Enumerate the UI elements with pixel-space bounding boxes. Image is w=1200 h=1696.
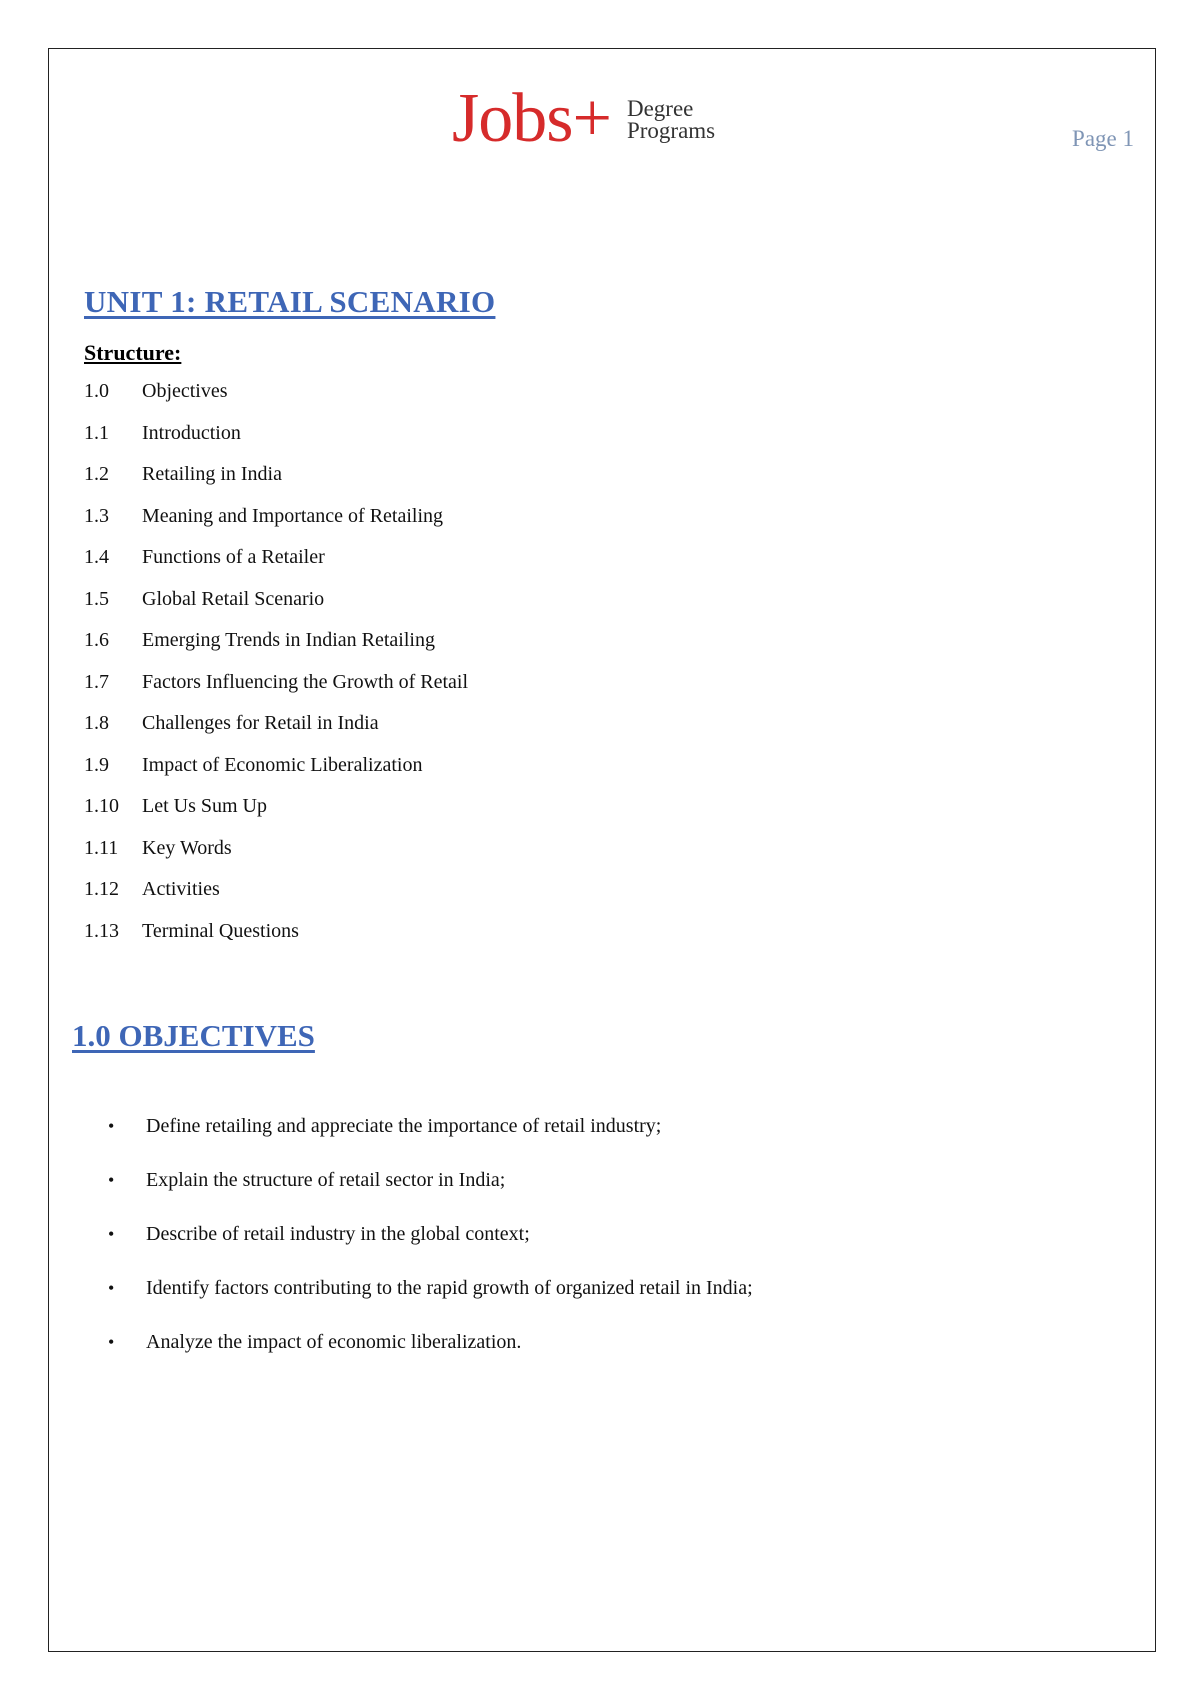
bullet-icon: • <box>108 1278 115 1298</box>
objective-text: Define retailing and appreciate the importance of retail industry; <box>146 1115 662 1137</box>
page-header <box>0 0 1200 180</box>
structure-item-1-10 <box>84 795 468 837</box>
structure-item-label: Retailing in India <box>142 463 282 485</box>
structure-item-label: Let Us Sum Up <box>142 795 267 817</box>
structure-item-label: Global Retail Scenario <box>142 587 325 610</box>
structure-item-number: 1.6 <box>84 629 109 651</box>
objective-item <box>108 1270 768 1306</box>
structure-list <box>84 380 468 961</box>
structure-item-number: 1.0 <box>84 380 109 402</box>
structure-item-number: 1.9 <box>84 753 109 776</box>
structure-item-number: 1.13 <box>84 919 119 942</box>
structure-item-1-4 <box>84 546 468 588</box>
objective-item <box>108 1108 768 1144</box>
bullet-icon: • <box>108 1170 115 1190</box>
logo-subtitle-line-2: Programs <box>626 118 716 143</box>
structure-item-1-9 <box>84 754 468 796</box>
structure-item-1-11 <box>84 837 468 879</box>
objective-text: Describe of retail industry in the global context; <box>146 1223 530 1245</box>
structure-item-1-7 <box>84 671 468 713</box>
structure-item-number: 1.2 <box>84 463 109 485</box>
structure-item-1-6 <box>84 629 468 671</box>
structure-item-1-5 <box>84 588 468 630</box>
structure-item-label: Objectives <box>142 380 228 402</box>
structure-item-1-12 <box>84 878 468 920</box>
structure-item-label: Key Words <box>142 836 232 859</box>
structure-item-label: Terminal Questions <box>142 919 299 942</box>
structure-item-label: Factors Influencing the Growth of Retail <box>142 670 469 693</box>
structure-item-number: 1.8 <box>84 712 109 734</box>
structure-item-number: 1.5 <box>84 587 109 610</box>
structure-item-number: 1.1 <box>84 421 109 444</box>
structure-item-label: Emerging Trends in Indian Retailing <box>142 629 435 651</box>
structure-item-label: Functions of a Retailer <box>142 546 325 568</box>
structure-item-1-1 <box>84 422 468 464</box>
bullet-icon: • <box>108 1116 115 1136</box>
structure-item-1-0 <box>84 380 468 422</box>
bullet-icon: • <box>108 1332 115 1352</box>
structure-item-1-2 <box>84 463 468 505</box>
logo-wordmark: Jobs+ <box>452 80 611 157</box>
structure-heading: Structure: <box>84 340 182 365</box>
page-number: Page 1 <box>1072 126 1134 151</box>
structure-item-1-8 <box>84 712 468 754</box>
objective-text: Explain the structure of retail sector in India; <box>146 1169 506 1191</box>
structure-item-label: Meaning and Importance of Retailing <box>142 504 444 527</box>
structure-item-number: 1.12 <box>84 878 119 900</box>
structure-item-number: 1.10 <box>84 795 119 817</box>
objective-item <box>108 1162 768 1198</box>
bullet-icon: • <box>108 1224 115 1244</box>
structure-item-number: 1.4 <box>84 546 109 568</box>
structure-item-label: Introduction <box>142 421 241 444</box>
structure-item-1-3 <box>84 505 468 547</box>
structure-item-1-13 <box>84 920 468 962</box>
structure-item-label: Impact of Economic Liberalization <box>142 753 423 776</box>
structure-item-number: 1.3 <box>84 504 109 527</box>
logo-subtitle-line-1: Degree <box>626 96 694 121</box>
objective-text: Identify factors contributing to the rapid growth of organized retail in India; <box>146 1277 753 1299</box>
structure-item-number: 1.7 <box>84 670 109 693</box>
unit-title: UNIT 1: RETAIL SCENARIO <box>84 284 496 319</box>
objectives-list <box>108 1108 768 1378</box>
jobs-plus-logo <box>452 80 716 157</box>
objective-item <box>108 1216 768 1252</box>
objective-text: Analyze the impact of economic liberalization. <box>146 1331 522 1353</box>
structure-item-label: Activities <box>142 878 220 900</box>
structure-item-number: 1.11 <box>84 836 119 859</box>
logo-subtitle <box>627 98 715 142</box>
objective-item <box>108 1324 768 1360</box>
objectives-heading: 1.0 OBJECTIVES <box>72 1018 315 1053</box>
structure-item-label: Challenges for Retail in India <box>142 712 379 734</box>
